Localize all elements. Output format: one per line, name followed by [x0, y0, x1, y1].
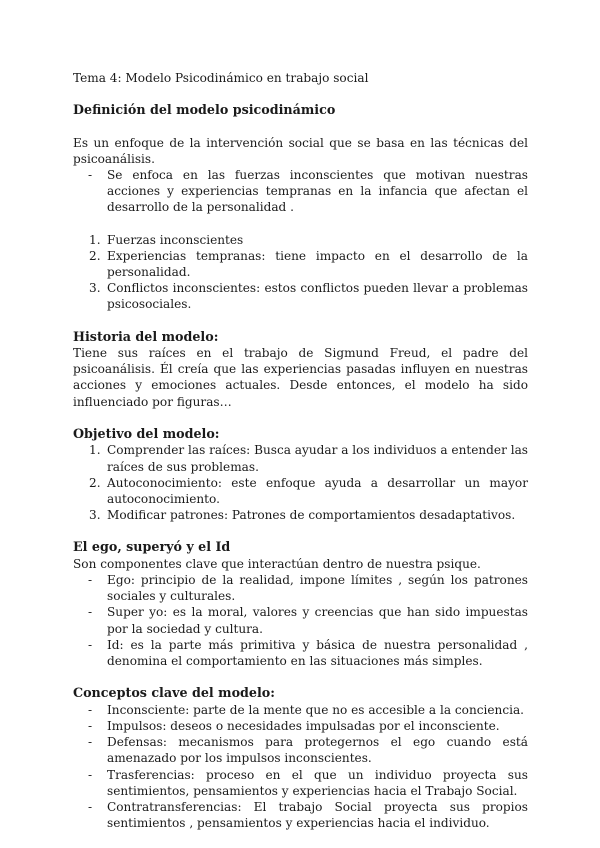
bullet-marker: -: [88, 702, 93, 717]
list-item: [73, 702, 528, 718]
list-item: [73, 167, 528, 216]
list-item-text: Super yo: es la moral, valores y creencias que han sido impuestas por la sociedad y cultura.: [107, 605, 528, 636]
list-item: [73, 475, 528, 507]
section-definicion: [73, 102, 528, 313]
bullet-marker: -: [88, 718, 93, 733]
list-item: [73, 572, 528, 604]
list-item: [73, 637, 528, 669]
heading-objetivo: Objetivo del modelo:: [73, 425, 220, 441]
list-item: [73, 232, 528, 248]
list-item-text: Se enfoca en las fuerzas inconscientes que motivan nuestras acciones y experiencias tempranas en la infancia que afectan el desarrollo de la personalidad .: [107, 167, 528, 215]
number-marker: 1.: [89, 232, 101, 247]
bullet-marker: -: [88, 167, 93, 182]
list-item-text: Id: es la parte más primitiva y básica de nuestra personalidad , denomina el comportamiento en las situaciones más simples.: [107, 637, 528, 669]
list-item-text: Defensas: mecanismos para protegernos el ego cuando está amenazado por los impulsos inconscientes.: [107, 735, 528, 766]
list-item-text: Modificar patrones: Patrones de comportamientos desadaptativos.: [107, 508, 516, 523]
bullet-marker: -: [88, 735, 93, 750]
list-item-text: Inconsciente: parte de la mente que no es accesible a la conciencia.: [107, 702, 525, 717]
list-item-text: Comprender las raíces: Busca ayudar a los individuos a entender las raíces de sus problemas.: [107, 443, 528, 474]
list-item: [73, 442, 528, 474]
number-marker: 3.: [89, 281, 101, 296]
bullet-marker: -: [88, 800, 93, 814]
list-item: [73, 734, 528, 766]
list-item: [73, 767, 528, 799]
section-ego: [73, 539, 528, 669]
list-item: [73, 604, 528, 636]
list-item: [73, 280, 528, 312]
list-item-text: Impulsos: deseos o necesidades impulsadas por el inconsciente.: [107, 718, 500, 733]
bullet-marker: -: [88, 767, 93, 782]
list-item-text: Ego: principio de la realidad, impone límites , según los patrones sociales y culturales.: [107, 573, 528, 604]
list-item-text: Experiencias tempranas: tiene impacto en el desarrollo de la personalidad.: [107, 248, 528, 279]
section-historia: [73, 329, 528, 410]
historia-text: Tiene sus raíces en el trabajo de Sigmund Freud, el padre del psicoanálisis. Él creía que las experiencias pasadas influyen en nuestras acciones y emociones actuales. Desde entonces, el modelo ha sido influenciado por figuras…: [73, 346, 528, 409]
document-title: Tema 4: Modelo Psicodinámico en trabajo social: [73, 71, 369, 85]
bullet-marker: -: [88, 605, 93, 620]
ego-intro: Son componentes clave que interactúan dentro de nuestra psique.: [73, 556, 481, 571]
heading-conceptos: Conceptos clave del modelo:: [73, 685, 275, 701]
list-item: [73, 507, 528, 523]
list-item-text: Autoconocimiento: este enfoque ayuda a desarrollar un mayor autoconocimiento.: [107, 475, 528, 506]
list-item: [73, 718, 528, 734]
number-marker: 1.: [89, 443, 101, 458]
heading-historia: Historia del modelo:: [73, 328, 219, 344]
section-objetivo: [73, 426, 528, 524]
bullet-marker: -: [88, 573, 93, 588]
list-item: [73, 799, 528, 831]
heading-ego: El ego, superyó y el Id: [73, 539, 231, 555]
document-page: [73, 70, 528, 831]
list-item-text: Trasferencias: proceso en el que un individuo proyecta sus sentimientos, pensamientos y experiencias hacia el Trabajo Social.: [107, 767, 528, 798]
bullet-marker: -: [88, 637, 93, 652]
list-item: [73, 248, 528, 280]
list-item-text: Conflictos inconscientes: estos conflictos pueden llevar a problemas psicosociales.: [107, 281, 528, 312]
definicion-intro: Es un enfoque de la intervención social que se basa en las técnicas del psicoanálisis.: [73, 135, 528, 166]
heading-definicion: Definición del modelo psicodinámico: [73, 102, 336, 117]
number-marker: 2.: [89, 475, 101, 490]
section-conceptos: [73, 685, 528, 831]
list-item-text: Fuerzas inconscientes: [107, 232, 244, 247]
number-marker: 3.: [89, 508, 101, 523]
number-marker: 2.: [89, 248, 101, 263]
list-item-text: Contratransferencias: El trabajo Social proyecta sus propios sentimientos , pensamientos y experiencias hacia el individuo.: [107, 800, 528, 831]
